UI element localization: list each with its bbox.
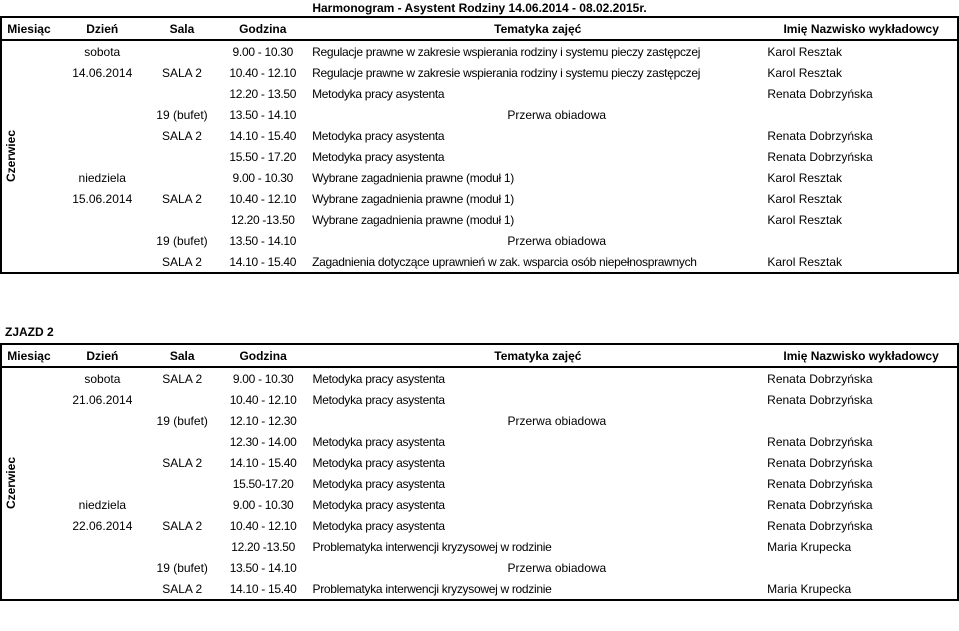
topic-cell: Metodyka pracy asystenta [312,128,445,143]
day-cell [56,473,149,494]
time-cell: 12.30 - 14.00 [229,434,297,449]
topic-cell: Zagadnienia dotyczące uprawnień w zak. wsparcia osób niepełnosprawnych [310,251,765,273]
time-cell: 15.50-17.20 [232,476,294,491]
table-row [1,494,958,515]
room-cell [149,40,216,62]
day-cell: 15.06.2014 [72,191,133,206]
day-cell [56,146,149,167]
schedule-table-2 [0,343,959,601]
topic-cell: Metodyka pracy asystenta [312,455,445,470]
lecturer-cell: Renata Dobrzyńska [765,452,958,473]
header-month: Miesiąc [1,17,56,40]
table-row [1,188,958,209]
lecturer-cell: Renata Dobrzyńska [765,83,958,104]
topic-cell: Wybrane zagadnienia prawne (moduł 1) [312,191,514,206]
room-cell [149,536,216,557]
lecturer-cell: Renata Dobrzyńska [765,389,958,410]
topic-cell: Metodyka pracy asystenta [312,392,445,407]
topic-cell: Regulacje prawne w zakresie wspierania rodziny i systemu pieczy zastępczej [312,65,701,80]
month-cell [1,40,56,273]
day-cell [56,125,149,146]
day-cell [56,230,149,251]
time-cell: 13.50 - 14.10 [229,107,297,122]
time-cell: 9.00 - 10.30 [232,497,294,512]
day-cell [56,557,149,578]
topic-cell: Metodyka pracy asystenta [312,518,445,533]
topic-cell: Metodyka pracy asystenta [312,149,445,164]
table-row [1,104,958,125]
day-cell [56,431,149,452]
lecturer-cell: Karol Resztak [765,40,958,62]
table-row [1,230,958,251]
schedule-table-1 [0,16,959,274]
lecturer-cell: Renata Dobrzyńska [765,146,958,167]
day-cell [56,452,149,473]
topic-cell: Regulacje prawne w zakresie wspierania rodziny i systemu pieczy zastępczej [312,44,701,59]
time-cell: 12.10 - 12.30 [229,413,297,428]
day-cell [56,410,149,431]
lecturer-cell [765,557,958,578]
room-cell [149,389,216,410]
room-cell [149,209,216,230]
table-row [1,83,958,104]
day-cell [56,209,149,230]
day-cell: sobota [84,371,121,386]
header-day: Dzień [56,344,149,367]
room-cell: SALA 2 [162,518,203,533]
table-row [1,410,958,431]
room-cell: SALA 2 [149,251,216,273]
table-row [1,62,958,83]
month-cell [1,367,56,600]
time-cell: 9.00 - 10.30 [232,170,293,185]
time-cell: 9.00 - 10.30 [232,371,294,386]
topic-cell: Przerwa obiadowa [507,233,607,248]
lecturer-cell: Renata Dobrzyńska [765,125,958,146]
table-row [1,515,958,536]
document-title: Harmonogram - Asystent Rodziny 14.06.2014 - 08.02.2015r. [312,1,647,15]
room-cell: SALA 2 [162,371,203,386]
day-cell: niedziela [78,497,127,512]
header-time: Godzina [216,344,311,367]
header-lecturer: Imię Nazwisko wykładowcy [765,17,958,40]
topic-cell: Metodyka pracy asystenta [312,497,445,512]
room-cell [149,473,216,494]
room-cell [149,83,216,104]
day-cell: 22.06.2014 [72,518,133,533]
header-room: Sala [149,17,216,40]
topic-cell: Metodyka pracy asystenta [312,86,445,101]
time-cell: 10.40 - 12.10 [229,65,297,80]
lecturer-cell [765,104,958,125]
header-lecturer: Imię Nazwisko wykładowcy [765,344,958,367]
table-header-row [1,344,958,367]
room-cell: SALA 2 [161,65,202,80]
section-label-zjazd-2: ZJAZD 2 [5,325,54,339]
lecturer-cell: Karol Resztak [765,62,958,83]
room-cell: SALA 2 [149,578,216,600]
day-cell: sobota [84,44,121,59]
table-row [1,146,958,167]
time-cell: 12.20 -13.50 [231,539,295,554]
table-row [1,167,958,188]
table-row [1,452,958,473]
table-row [1,251,958,273]
lecturer-cell [765,410,958,431]
lecturer-cell: Renata Dobrzyńska [765,431,958,452]
day-cell [56,251,149,273]
topic-cell: Problematyka interwencji kryzysowej w rodzinie [312,539,552,554]
topic-cell: Problematyka interwencji kryzysowej w rodzinie [311,578,766,600]
topic-cell: Wybrane zagadnienia prawne (moduł 1) [312,170,514,185]
lecturer-cell: Renata Dobrzyńska [765,367,958,389]
time-cell: 10.40 - 12.10 [229,392,297,407]
table-row [1,431,958,452]
header-topic: Tematyka zajęć [310,17,765,40]
table-row [1,557,958,578]
table-row [1,536,958,557]
lecturer-cell: Renata Dobrzyńska [765,473,958,494]
topic-cell: Przerwa obiadowa [507,560,607,575]
table-row [1,473,958,494]
topic-cell: Metodyka pracy asystenta [312,476,445,491]
topic-cell: Wybrane zagadnienia prawne (moduł 1) [312,212,514,227]
time-cell: 12.20 -13.50 [230,212,295,227]
topic-cell: Przerwa obiadowa [507,413,607,428]
room-cell: SALA 2 [161,128,202,143]
table-row [1,578,958,600]
time-cell: 14.10 - 15.40 [215,251,310,273]
lecturer-cell: Renata Dobrzyńska [765,494,958,515]
lecturer-cell: Maria Krupecka [765,578,958,600]
table-header-row [1,17,958,40]
time-cell: 14.10 - 15.40 [229,128,297,143]
room-cell [149,146,216,167]
day-cell [56,104,149,125]
time-cell: 14.10 - 15.40 [216,578,311,600]
day-cell: 21.06.2014 [72,392,133,407]
time-cell: 15.50 - 17.20 [229,149,297,164]
room-cell [149,431,216,452]
table-row [1,125,958,146]
room-cell: 19 (bufet) [156,560,208,575]
room-cell: 19 (bufet) [156,413,208,428]
lecturer-cell: Karol Resztak [765,209,958,230]
lecturer-cell: Karol Resztak [765,188,958,209]
time-cell: 14.10 - 15.40 [229,455,297,470]
header-time: Godzina [215,17,310,40]
header-day: Dzień [56,17,149,40]
time-cell: 13.50 - 14.10 [229,233,297,248]
header-room: Sala [149,344,216,367]
room-cell: 19 (bufet) [156,233,208,248]
room-cell [149,167,216,188]
day-cell [56,83,149,104]
room-cell [149,494,216,515]
room-cell: SALA 2 [162,455,203,470]
room-cell: 19 (bufet) [156,107,208,122]
day-cell [56,536,149,557]
month-label: Czerwiec [4,130,18,183]
day-cell: niedziela [78,170,126,185]
time-cell: 9.00 - 10.30 [232,44,293,59]
topic-cell: Przerwa obiadowa [507,107,607,122]
month-label: Czerwiec [4,457,18,510]
time-cell: 12.20 - 13.50 [229,86,297,101]
day-cell: 14.06.2014 [72,65,133,80]
table-row [1,40,958,62]
header-month: Miesiąc [1,344,56,367]
topic-cell: Metodyka pracy asystenta [312,434,445,449]
time-cell: 13.50 - 14.10 [229,560,297,575]
table-row [1,367,958,389]
lecturer-cell: Karol Resztak [765,251,958,273]
lecturer-cell [765,230,958,251]
header-topic: Tematyka zajęć [311,344,766,367]
lecturer-cell: Renata Dobrzyńska [765,515,958,536]
day-cell [56,578,149,600]
lecturer-cell: Karol Resztak [765,167,958,188]
topic-cell: Metodyka pracy asystenta [312,371,445,386]
time-cell: 10.40 - 12.10 [229,518,297,533]
time-cell: 10.40 - 12.10 [229,191,297,206]
room-cell: SALA 2 [161,191,202,206]
table-row [1,389,958,410]
table-row [1,209,958,230]
lecturer-cell: Maria Krupecka [765,536,958,557]
